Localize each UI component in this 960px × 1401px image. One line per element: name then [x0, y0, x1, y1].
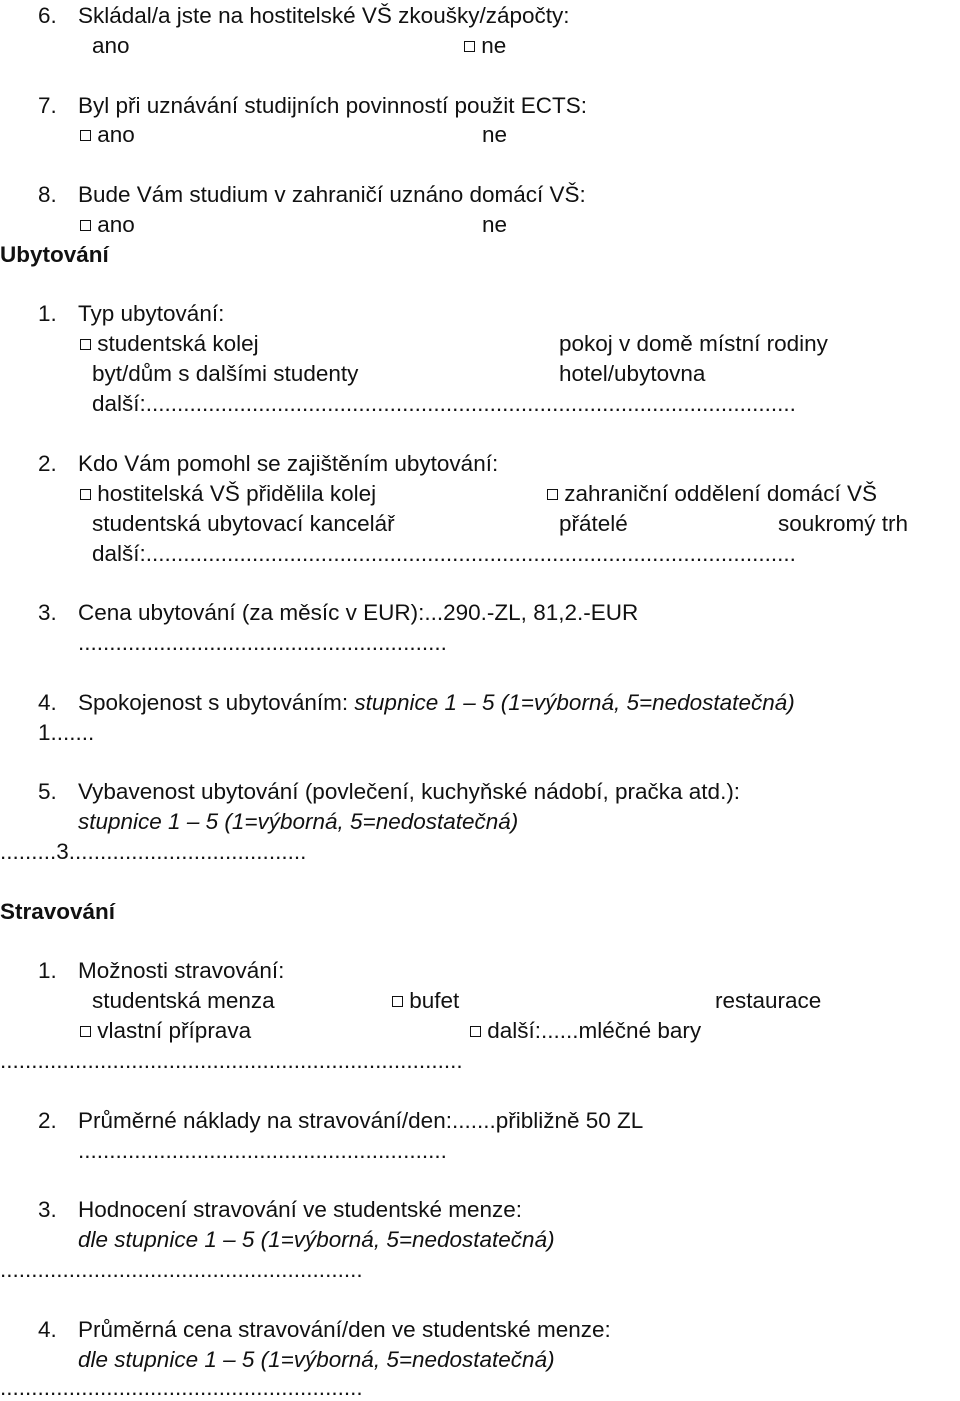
f1-option-buffet[interactable]	[392, 988, 459, 1014]
checkbox-icon[interactable]	[470, 1026, 481, 1037]
q6-option-no[interactable]	[464, 33, 506, 59]
checkbox-icon[interactable]	[80, 339, 91, 350]
checkbox-icon[interactable]	[80, 130, 91, 141]
f1-option-other-label: další:	[487, 1018, 542, 1043]
f2-answer[interactable]: .......přibližně 50 ZL	[451, 1108, 644, 1133]
f1-option-restaurant[interactable]: restaurace	[715, 988, 822, 1013]
f1-option-self-catering[interactable]	[80, 1018, 251, 1044]
f3-question: Hodnocení stravování ve studentské menze:	[78, 1197, 523, 1222]
h4-number: 4.	[38, 690, 57, 715]
h2-number: 2.	[38, 451, 57, 476]
h4-question-text: Spokojenost s ubytováním:	[78, 690, 349, 715]
f2-question-text: Průměrné náklady na stravování/den:	[78, 1108, 452, 1133]
q8-option-yes[interactable]	[80, 212, 135, 238]
f4-dots[interactable]: ..........................................................	[0, 1375, 363, 1400]
q7-option-no[interactable]: ne	[482, 122, 508, 147]
f4-number: 4.	[38, 1317, 57, 1342]
f3-number: 3.	[38, 1197, 57, 1222]
f2-dots[interactable]: ...........................................................	[78, 1138, 447, 1163]
h1-option-shared-flat[interactable]: byt/dům s dalšími studenty	[92, 361, 359, 386]
h2-option-host-university[interactable]	[80, 481, 376, 507]
q8-option-no[interactable]: ne	[482, 212, 508, 237]
f1-option-buffet-label: bufet	[409, 988, 460, 1013]
h5-scale: stupnice 1 – 5 (1=výborná, 5=nedostatečná)	[78, 809, 519, 834]
h3-dots[interactable]: ...........................................................	[78, 630, 447, 655]
section-heading-food: Stravování	[0, 899, 116, 924]
h4-answer[interactable]: 1.......	[38, 720, 95, 745]
f1-option-self-catering-label: vlastní příprava	[97, 1018, 252, 1043]
q7-question: Byl při uznávání studijních povinností použit ECTS:	[78, 93, 588, 118]
q6-question: Skládal/a jste na hostitelské VŠ zkoušky/zápočty:	[78, 3, 570, 28]
checkbox-icon[interactable]	[80, 1026, 91, 1037]
h3-answer[interactable]: ...290.-ZL, 81,2.-EUR	[424, 600, 639, 625]
h1-number: 1.	[38, 301, 57, 326]
section-heading-housing: Ubytování	[0, 242, 109, 267]
h2-option-housing-office[interactable]: studentská ubytovací kancelář	[92, 511, 395, 536]
h5-number: 5.	[38, 779, 57, 804]
f4-question: Průměrná cena stravování/den ve studentské menze:	[78, 1317, 611, 1342]
h1-option-hotel[interactable]: hotel/ubytovna	[559, 361, 706, 386]
q6-option-yes[interactable]: ano	[92, 33, 130, 58]
checkbox-icon[interactable]	[547, 489, 558, 500]
h1-option-family-room[interactable]: pokoj v domě místní rodiny	[559, 331, 828, 356]
h1-other-field[interactable]: další:........................................................................................................	[92, 391, 796, 416]
f1-other-answer[interactable]: ......mléčné bary	[541, 1018, 702, 1043]
h2-option-friends[interactable]: přátelé	[559, 511, 628, 536]
h3-question-text: Cena ubytování (za měsíc v EUR):	[78, 600, 425, 625]
checkbox-icon[interactable]	[464, 41, 475, 52]
q8-number: 8.	[38, 182, 57, 207]
h1-question: Typ ubytování:	[78, 301, 225, 326]
h3-question	[78, 600, 638, 626]
h5-answer[interactable]: .........3......................................	[0, 839, 307, 864]
h1-option-dorm[interactable]	[80, 331, 259, 357]
checkbox-icon[interactable]	[80, 220, 91, 231]
q6-option-no-label: ne	[481, 33, 507, 58]
h4-scale: stupnice 1 – 5 (1=výborná, 5=nedostatečná)	[354, 690, 795, 715]
f3-scale: dle stupnice 1 – 5 (1=výborná, 5=nedostatečná)	[78, 1227, 555, 1252]
h1-option-dorm-label: studentská kolej	[97, 331, 259, 356]
f1-dots[interactable]: ..........................................................................	[0, 1048, 463, 1073]
checkbox-icon[interactable]	[80, 489, 91, 500]
h2-option-host-university-label: hostitelská VŠ přidělila kolej	[97, 481, 377, 506]
h2-other-field[interactable]: další:........................................................................................................	[92, 541, 796, 566]
f4-scale: dle stupnice 1 – 5 (1=výborná, 5=nedostatečná)	[78, 1347, 555, 1372]
h5-question: Vybavenost ubytování (povlečení, kuchyňské nádobí, pračka atd.):	[78, 779, 741, 804]
q8-question: Bude Vám studium v zahraničí uznáno domácí VŠ:	[78, 182, 586, 207]
f1-number: 1.	[38, 958, 57, 983]
q7-option-yes-label: ano	[97, 122, 135, 147]
f1-option-other[interactable]	[470, 1018, 701, 1044]
q6-number: 6.	[38, 3, 57, 28]
f2-number: 2.	[38, 1108, 57, 1133]
h2-option-private-market[interactable]: soukromý trh	[778, 511, 909, 536]
q7-number: 7.	[38, 93, 57, 118]
q8-option-yes-label: ano	[97, 212, 135, 237]
h4-question	[78, 690, 795, 716]
f1-question: Možnosti stravování:	[78, 958, 285, 983]
h2-option-international-office[interactable]	[547, 481, 877, 507]
h3-number: 3.	[38, 600, 57, 625]
f1-option-canteen[interactable]: studentská menza	[92, 988, 275, 1013]
q7-option-yes[interactable]	[80, 122, 135, 148]
f3-dots[interactable]: ..........................................................	[0, 1257, 363, 1282]
checkbox-icon[interactable]	[392, 996, 403, 1007]
h2-option-international-office-label: zahraniční oddělení domácí VŠ	[564, 481, 877, 506]
h2-question: Kdo Vám pomohl se zajištěním ubytování:	[78, 451, 499, 476]
f2-question	[78, 1108, 643, 1134]
